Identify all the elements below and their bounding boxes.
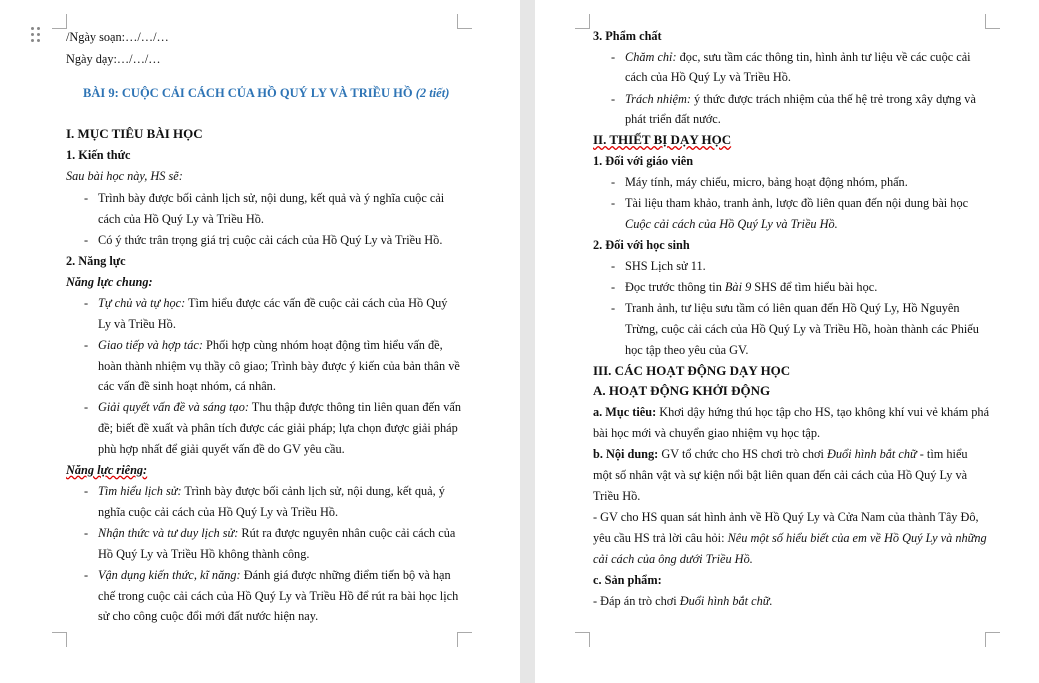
specific-item-1a: [98, 483, 445, 499]
specific-item-2-lead: Nhận thức và tư duy lịch sử:: [98, 526, 239, 540]
knowledge-item-1b: cách của Hồ Quý Ly và Triều Hồ.: [98, 212, 264, 226]
specific-item-3c: sử cho công cuộc đổi mới đất nước hiện nay.: [98, 609, 319, 623]
product-game-name: Đuổi hình bắt chữ.: [679, 594, 773, 608]
student-item-3a: Tranh ảnh, tư liệu sưu tầm có liên quan đến Hồ Quý Ly, Hồ Nguyên: [625, 301, 960, 315]
corner-mark-top-right: [457, 14, 472, 29]
student-item-2: [625, 279, 877, 295]
content-question-pre: yêu cầu HS trả lời câu hỏi:: [593, 531, 728, 545]
general-item-2b: hoàn thành nhiệm vụ thầy cô giao; Trình bày được ý kiến của bản thân về: [98, 359, 460, 373]
content-line-4: - GV cho HS quan sát hình ảnh về Hồ Quý Ly và Cửa Nam của thành Tây Đô,: [593, 510, 979, 524]
content-line-6: cải cách của ông dưới Triều Hồ.: [593, 552, 753, 566]
bullet-dash: -: [611, 259, 616, 273]
general-item-3b: đề; biết đề xuất và phân tích được các giải pháp; lựa chọn được giải pháp: [98, 421, 458, 435]
competency-specific-heading: Năng lực riêng:: [66, 463, 148, 477]
content-line-1: [593, 446, 968, 462]
content-text-post: - tìm hiểu: [916, 447, 968, 461]
specific-item-1-lead: Tìm hiểu lịch sử:: [98, 484, 182, 498]
bullet-dash: -: [84, 191, 89, 205]
general-item-3-text: Thu thập được thông tin liên quan đến vấn: [248, 400, 461, 414]
lesson-title-note: (2 tiết): [415, 86, 450, 100]
student-item-3c: học tập theo yêu của GV.: [625, 343, 749, 357]
corner-mark-bottom-left: [52, 632, 67, 647]
general-item-1b: Ly và Triều Hồ.: [98, 317, 176, 331]
section-warmup: A. HOẠT ĐỘNG KHỞI ĐỘNG: [593, 383, 771, 398]
general-item-1a: [98, 295, 447, 311]
general-item-2c: các vấn đề sinh hoạt nhóm, cá nhân.: [98, 379, 276, 393]
general-item-2a: [98, 337, 443, 353]
objective-line-1: [593, 404, 989, 420]
lesson-title: [83, 85, 449, 101]
corner-mark-top-left: [575, 14, 590, 29]
corner-mark-bottom-right: [457, 632, 472, 647]
bullet-dash: -: [611, 196, 616, 210]
bullet-dash: -: [84, 233, 89, 247]
specific-item-3-text: Đánh giá được những điểm tiến bộ và hạn: [240, 568, 451, 582]
subsection-student: 2. Đối với học sinh: [593, 238, 690, 252]
general-item-1-text: Tìm hiểu được các vấn đề cuộc cải cách của Hồ Quý: [185, 296, 448, 310]
bullet-dash: -: [611, 301, 616, 315]
date-prepare: /Ngày soạn:…/…/…: [66, 30, 169, 44]
quality-item-2-text: ý thức được trách nhiệm của thế hệ trẻ trong xây dựng và: [690, 92, 976, 106]
student-item-2-pre: Đọc trước thông tin: [625, 280, 725, 294]
specific-item-2-text: Rút ra được nguyên nhân cuộc cải cách của: [238, 526, 456, 540]
subsection-competency: 2. Năng lực: [66, 254, 126, 268]
bullet-dash: -: [84, 400, 89, 414]
bullet-dash: -: [611, 280, 616, 294]
drag-handle-icon[interactable]: [31, 27, 41, 43]
student-item-2-lesson: Bài 9: [724, 280, 752, 294]
general-item-3-lead: Giải quyết vấn đề và sáng tạo:: [98, 400, 249, 414]
bullet-dash: -: [84, 526, 89, 540]
specific-item-2a: [98, 525, 455, 541]
content-question: Nêu một số hiểu biết của em về Hồ Quý Ly và những: [727, 531, 987, 545]
subsection-qualities: 3. Phẩm chất: [593, 29, 662, 43]
general-item-3a: [98, 399, 461, 415]
quality-item-2a: [625, 91, 976, 107]
bullet-dash: -: [611, 175, 616, 189]
bullet-dash: -: [84, 338, 89, 352]
teacher-item-2a: Tài liệu tham khảo, tranh ảnh, lược đồ liên quan đến nội dung bài học: [625, 196, 969, 210]
student-item-1: SHS Lịch sử 11.: [625, 259, 706, 273]
corner-mark-bottom-right: [985, 632, 1000, 647]
date-teach: Ngày dạy:…/…/…: [66, 52, 161, 66]
competency-general-heading: Năng lực chung:: [66, 275, 153, 289]
lesson-title-main: BÀI 9: CUỘC CẢI CÁCH CỦA HỒ QUÝ LY VÀ TRIỀU HỒ: [83, 86, 413, 100]
student-item-2-post: SHS để tìm hiểu bài học.: [751, 280, 878, 294]
knowledge-item-1a: Trình bày được bối cảnh lịch sử, nội dung, kết quả và ý nghĩa cuộc cải: [98, 191, 445, 205]
specific-item-1-text: Trình bày được bối cảnh lịch sử, nội dung, kết quả, ý: [181, 484, 445, 498]
objective-lead: a. Mục tiêu:: [593, 405, 657, 419]
student-item-3b: Trừng, cuộc cải cách của Hồ Quý Ly và Triều Hồ, hoàn thành các Phiếu: [625, 322, 979, 336]
bullet-dash: -: [84, 296, 89, 310]
quality-item-1-text: đọc, sưu tầm các thông tin, hình ảnh tư liệu về các cuộc cải: [676, 50, 971, 64]
section-objectives: I. MỤC TIÊU BÀI HỌC: [66, 126, 203, 141]
product-heading: c. Sản phẩm:: [593, 573, 662, 587]
bullet-dash: -: [84, 484, 89, 498]
objective-text: Khơi dậy hứng thú học tập cho HS, tạo không khí vui vẻ khám phá: [656, 405, 990, 419]
general-item-2-text: Phối hợp cùng nhóm hoạt động tìm hiểu vấn đề,: [202, 338, 443, 352]
quality-item-1a: [625, 49, 971, 65]
corner-mark-bottom-left: [575, 632, 590, 647]
specific-item-2b: Hồ Quý Ly và Triều Hồ không thành công.: [98, 547, 310, 561]
intro-text: Sau bài học này, HS sẽ:: [66, 169, 183, 183]
quality-item-1b: cách của Hồ Quý Ly và Triều Hồ.: [625, 70, 791, 84]
content-line-5: [593, 530, 987, 546]
objective-line-2: bài học mới và chuyển giao nhiệm vụ học tập.: [593, 426, 821, 440]
quality-item-2-lead: Trách nhiệm:: [625, 92, 691, 106]
content-line-2: một số nhân vật và sự kiện nổi bật liên quan đến cải cách của Hồ Quý Ly và: [593, 468, 968, 482]
bullet-dash: -: [611, 92, 616, 106]
content-line-3: Triều Hồ.: [593, 489, 641, 503]
general-item-2-lead: Giao tiếp và hợp tác:: [98, 338, 203, 352]
corner-mark-top-left: [52, 14, 67, 29]
product-line-1: [593, 593, 773, 609]
content-text-pre: GV tổ chức cho HS chơi trò chơi: [658, 447, 827, 461]
teacher-item-1: Máy tính, máy chiếu, micro, bảng hoạt động nhóm, phấn.: [625, 175, 908, 189]
specific-item-3-lead: Vận dụng kiến thức, kĩ năng:: [98, 568, 241, 582]
general-item-1-lead: Tự chủ và tự học:: [98, 296, 186, 310]
specific-item-3b: chế trong cuộc cải cách của Hồ Quý Ly và Triều Hồ để rút ra bài học lịch: [98, 589, 459, 603]
document-page-right: [535, 0, 1039, 683]
quality-item-2b: phát triển đất nước.: [625, 112, 721, 126]
subsection-knowledge: 1. Kiến thức: [66, 148, 131, 162]
specific-item-1b: nghĩa cuộc cải cách của Hồ Quý Ly và Triều Hồ.: [98, 505, 339, 519]
content-lead: b. Nội dung:: [593, 447, 659, 461]
knowledge-item-2: Có ý thức trân trọng giá trị cuộc cải cách của Hồ Quý Ly và Triều Hồ.: [98, 233, 443, 247]
bullet-dash: -: [84, 568, 89, 582]
product-text-pre: - Đáp án trò chơi: [593, 594, 680, 608]
general-item-3c: phù hợp nhất để giải quyết vấn đề do GV yêu cầu.: [98, 442, 345, 456]
corner-mark-top-right: [985, 14, 1000, 29]
specific-item-3a: [98, 567, 451, 583]
bullet-dash: -: [611, 50, 616, 64]
section-equipment: II. THIẾT BỊ DẠY HỌC: [593, 132, 732, 147]
subsection-teacher: 1. Đối với giáo viên: [593, 154, 694, 168]
quality-item-1-lead: Chăm chỉ:: [625, 50, 677, 64]
teacher-item-2b: Cuộc cải cách của Hồ Quý Ly và Triều Hồ.: [625, 217, 838, 231]
content-game-name: Đuổi hình bắt chữ: [826, 447, 917, 461]
section-activities: III. CÁC HOẠT ĐỘNG DẠY HỌC: [593, 363, 791, 378]
